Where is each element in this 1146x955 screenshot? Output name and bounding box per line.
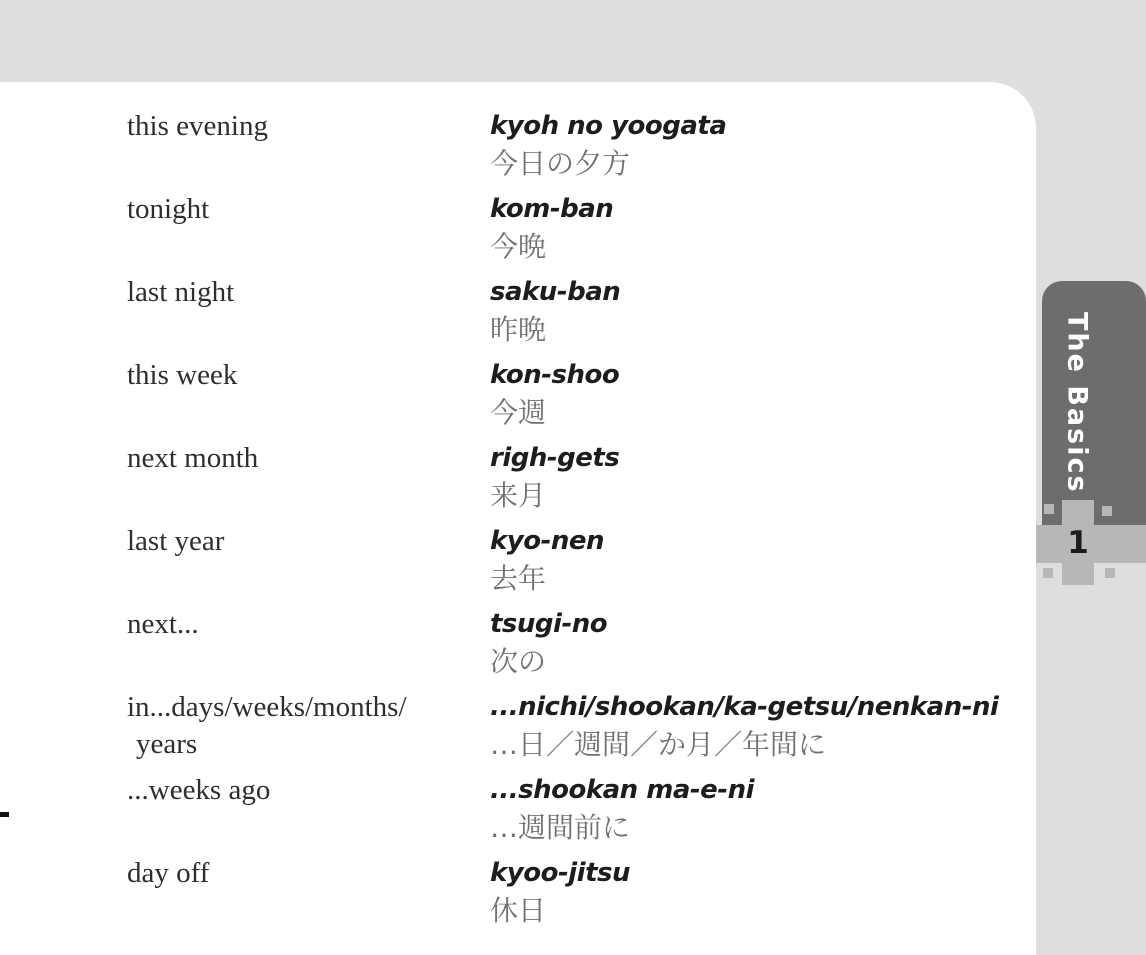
- romaji-pronunciation: tsugi-no: [490, 609, 608, 639]
- english-phrase: [127, 523, 490, 597]
- english-phrase: [127, 440, 490, 514]
- japanese-translation: [490, 191, 613, 265]
- phrase-table: [127, 108, 998, 938]
- romaji-pronunciation: saku-ban: [490, 277, 621, 307]
- phrase-row: [127, 606, 998, 680]
- english-phrase: [127, 108, 490, 182]
- english-phrase: [127, 357, 490, 431]
- phrase-row: [127, 274, 998, 348]
- romaji-pronunciation: ...shookan ma-e-ni: [490, 775, 755, 805]
- page-edge-mark: [0, 812, 9, 817]
- chapter-number: 1: [1067, 525, 1089, 561]
- phrase-row: [127, 108, 998, 182]
- english-phrase-line1: last night: [127, 276, 235, 308]
- romaji-pronunciation: kyoh no yoogata: [490, 111, 727, 141]
- english-phrase-line1: next month: [127, 442, 259, 474]
- japanese-script: 休日: [490, 894, 547, 927]
- chapter-tab: [1042, 281, 1146, 525]
- english-phrase-line1: this evening: [127, 110, 268, 142]
- phrase-row: [127, 191, 998, 265]
- japanese-translation: [490, 855, 630, 929]
- japanese-translation: [490, 357, 619, 431]
- english-phrase-line1: ...weeks ago: [127, 774, 271, 806]
- japanese-translation: [490, 440, 619, 514]
- english-phrase-line1: day off: [127, 857, 210, 889]
- pixel-decoration: [1044, 504, 1054, 514]
- romaji-pronunciation: kyo-nen: [490, 526, 605, 556]
- japanese-script: …日／週間／か月／年間に: [490, 728, 827, 761]
- romaji-pronunciation: kon-shoo: [490, 360, 620, 390]
- english-phrase-line1: tonight: [127, 193, 210, 225]
- romaji-pronunciation: righ-gets: [490, 443, 620, 473]
- japanese-translation: [490, 108, 726, 182]
- pixel-badge-crown: [1062, 500, 1094, 526]
- english-phrase: [127, 274, 490, 348]
- japanese-script: 昨晩: [490, 313, 547, 346]
- japanese-translation: [490, 689, 998, 763]
- english-phrase-line1: this week: [127, 359, 238, 391]
- pixel-decoration: [1102, 506, 1112, 516]
- english-phrase-line1: next...: [127, 608, 199, 640]
- japanese-translation: [490, 772, 754, 846]
- japanese-translation: [490, 523, 604, 597]
- japanese-script: 今日の夕方: [490, 147, 631, 180]
- japanese-script: 今週: [490, 396, 547, 429]
- english-phrase-line1: in...days/weeks/months/: [127, 691, 407, 723]
- english-phrase: [127, 772, 490, 846]
- romaji-pronunciation: kyoo-jitsu: [490, 858, 630, 888]
- japanese-script: …週間前に: [490, 811, 631, 844]
- english-phrase: [127, 606, 490, 680]
- japanese-script: 去年: [490, 562, 547, 595]
- romaji-pronunciation: ...nichi/shookan/ka-getsu/nenkan-ni: [490, 692, 999, 722]
- chapter-tab-label: The Basics: [1061, 312, 1093, 494]
- pixel-decoration: [1105, 568, 1115, 578]
- japanese-translation: [490, 274, 620, 348]
- english-phrase-line2: years: [136, 728, 198, 760]
- english-phrase-line1: last year: [127, 525, 225, 557]
- english-phrase: [127, 191, 490, 265]
- japanese-script: 来月: [490, 479, 547, 512]
- japanese-translation: [490, 606, 607, 680]
- phrase-row: [127, 357, 998, 431]
- english-phrase: [127, 855, 490, 929]
- phrase-row: [127, 689, 998, 763]
- pixel-decoration: [1043, 568, 1053, 578]
- phrase-row: [127, 772, 998, 846]
- phrase-row: [127, 855, 998, 929]
- japanese-script: 次の: [490, 645, 547, 678]
- romaji-pronunciation: kom-ban: [490, 194, 614, 224]
- pixel-badge-lower: [1062, 563, 1094, 585]
- japanese-script: 今晩: [490, 230, 547, 263]
- english-phrase: [127, 689, 490, 763]
- phrase-row: [127, 440, 998, 514]
- phrase-row: [127, 523, 998, 597]
